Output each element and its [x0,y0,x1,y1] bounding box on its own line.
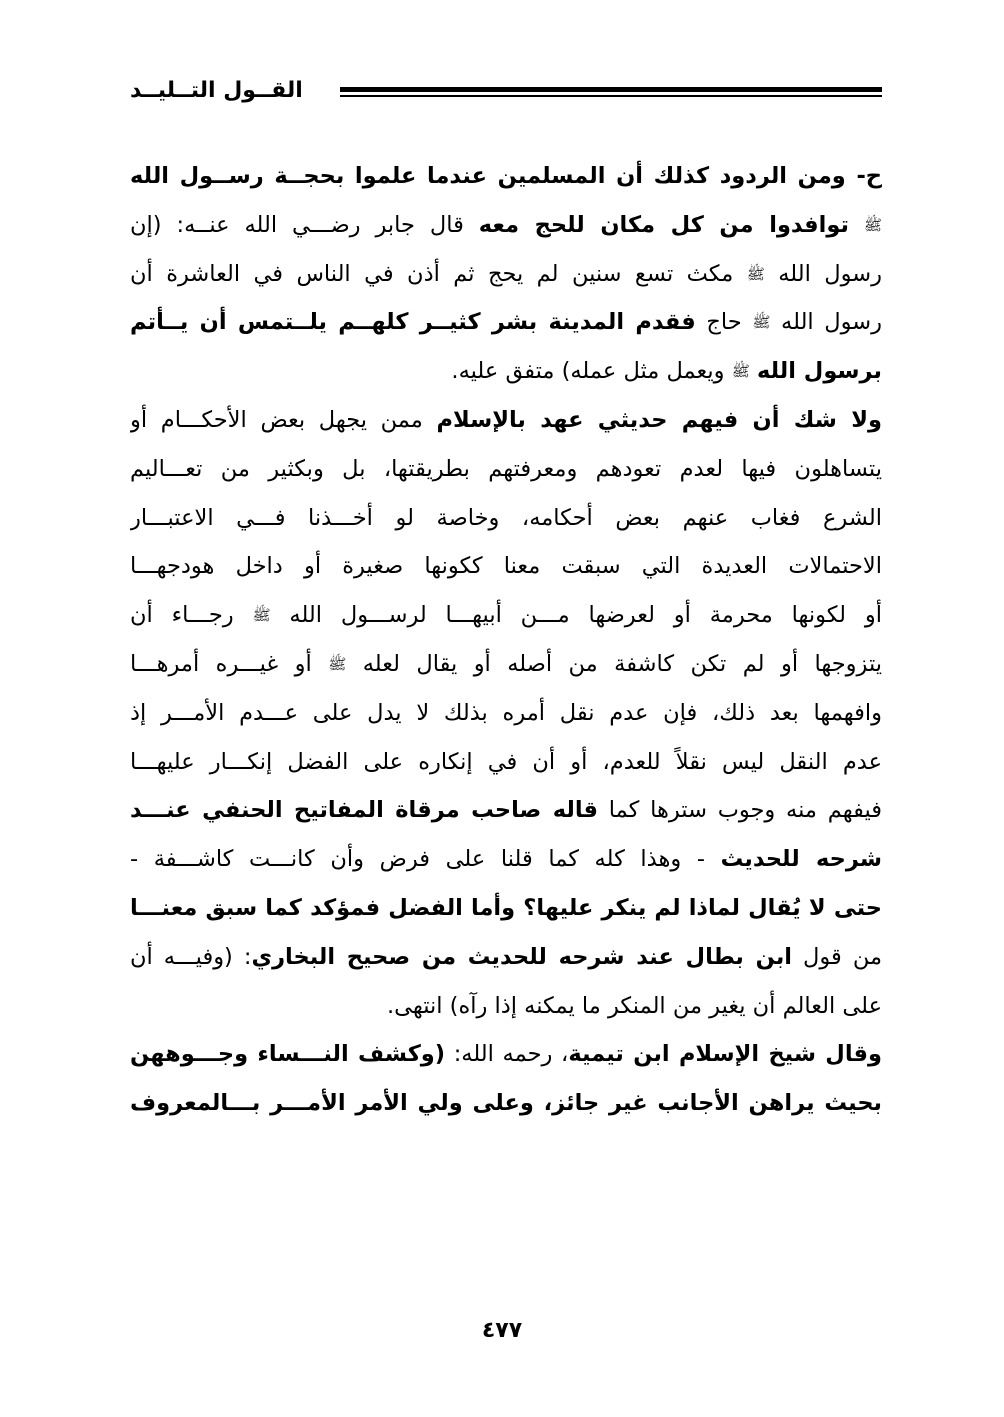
text-segment: : (وفيـــه أن [130,943,252,970]
text-line [130,835,882,884]
text-line [130,1030,882,1079]
bold-text-segment: (وكشف النـــساء وجـــوههن [130,1041,446,1068]
text-segment: قال جابر رضـــي الله عنــه: (إن [130,211,479,238]
text-segment: حاج [695,309,753,336]
bold-text-segment: ولا شك أن فيهم حديثي عهد بالإسلام [436,406,882,433]
bold-text-segment: ح- ومن الردود كذلك أن المسلمين عندما علموا بحجــة رســول الله [130,163,882,189]
text-line [130,786,882,835]
page-header [130,74,882,108]
page-number: ٤٧٧ [481,1318,523,1343]
honorific-symbol: ﷺ [752,313,771,332]
text-line [130,298,882,347]
text-segment: ويعمل مثل عمله) متفق عليه. [451,358,732,385]
text-segment: يتساهلون فيها لعدم تعودهم ومعرفتهم بطريقتها، بل وبكثير من تعـــاليم [130,455,882,482]
text-line [130,250,882,299]
honorific-symbol: ﷺ [746,264,765,283]
honorific-symbol: ﷺ [328,655,347,674]
text-line [130,445,882,494]
text-line [130,738,882,787]
bold-text-segment: بحيث يراهن الأجانب غير جائز، وعلى ولي الأمر الأمـــر بـــالمعروف [130,1090,882,1117]
bold-text-segment: برسول الله [756,358,882,385]
text-line [130,689,882,738]
header-double-rule [340,87,882,97]
text-segment: ، رحمه الله: [445,1041,569,1068]
text-segment [849,212,864,238]
text-line [130,542,882,591]
text-line [130,152,882,201]
text-line [130,591,882,640]
text-segment: يتزوجها أو لم تكن كاشفة من أصله أو يقال لعله [346,650,882,677]
running-title: القــول التــليــد [130,78,303,103]
text-segment: - وهذا كله كما قلنا على فرض وأن كانـــت كاشـــفة - [130,846,721,873]
text-segment: رسول الله [770,309,882,336]
text-segment: وافهمها بعد ذلك، فإن عدم نقل أمره بذلك لا يدل على عـــدم الأمـــر إذ [130,699,882,726]
text-line [130,347,882,396]
honorific-symbol: ﷺ [863,215,882,234]
header-rule-thin [340,95,882,97]
text-line [130,1079,882,1128]
text-segment: رجـــاء أن [130,602,253,629]
text-line [130,494,882,543]
bold-text-segment: قاله صاحب مرقاة المفاتيح الحنفي عنـــد [130,797,599,824]
text-segment: الشرع فغاب عنهم بعض أحكامه، وخاصة لو أخـــذنا فـــي الاعتبـــار [130,504,882,531]
text-segment: من قول [792,943,882,970]
text-segment: فيفهم منه وجوب سترها كما [598,797,882,824]
text-line [130,933,882,982]
text-line [130,982,882,1031]
text-segment: مكث تسع سنين لم يحج ثم أذن في الناس في العاشرة أن [130,260,747,287]
text-segment: عدم النقل ليس نقلاً للعدم، أو أن في إنكاره على الفضل إنكـــار عليهـــا [130,748,882,775]
text-segment: رسول الله [764,260,882,287]
text-segment: على العالم أن يغير من المنكر ما يمكنه إذا رآه) انتهى. [386,992,882,1019]
text-segment: أو لكونها محرمة أو لعرضها مـــن أبيهـــا لرســـول الله [270,602,882,629]
page-body-text [130,152,882,1128]
bold-text-segment: حتى لا يُقال لماذا لم ينكر عليها؟ وأما الفضل فمؤكد كما سبق معنـــا [130,894,882,921]
text-line [130,396,882,445]
header-rule-thick [340,87,882,92]
text-segment: الاحتمالات العديدة التي سبقت معنا ككونها صغيرة أو داخل هودجهـــا [130,553,882,580]
bold-text-segment: وقال شيخ الإسلام ابن تيمية [568,1041,882,1068]
text-line [130,201,882,250]
text-segment: ممن يجهل بعض الأحكـــام أو [130,406,437,433]
text-line [130,884,882,933]
bold-text-segment: ابن بطال عند شرحه للحديث من صحيح البخاري [251,943,793,970]
bold-text-segment: فقدم المدينة بشر كثيــر كلهــم يلــتمس أن يــأتم [130,309,696,336]
bold-text-segment: شرحه للحديث [720,846,882,873]
honorific-symbol: ﷺ [731,362,750,381]
text-line [130,640,882,689]
bold-text-segment: توافدوا من كل مكان للحج معه [478,211,849,238]
text-segment: أو غيـــره أمرهـــا [130,650,329,677]
text-segment [750,358,757,384]
honorific-symbol: ﷺ [252,606,271,625]
